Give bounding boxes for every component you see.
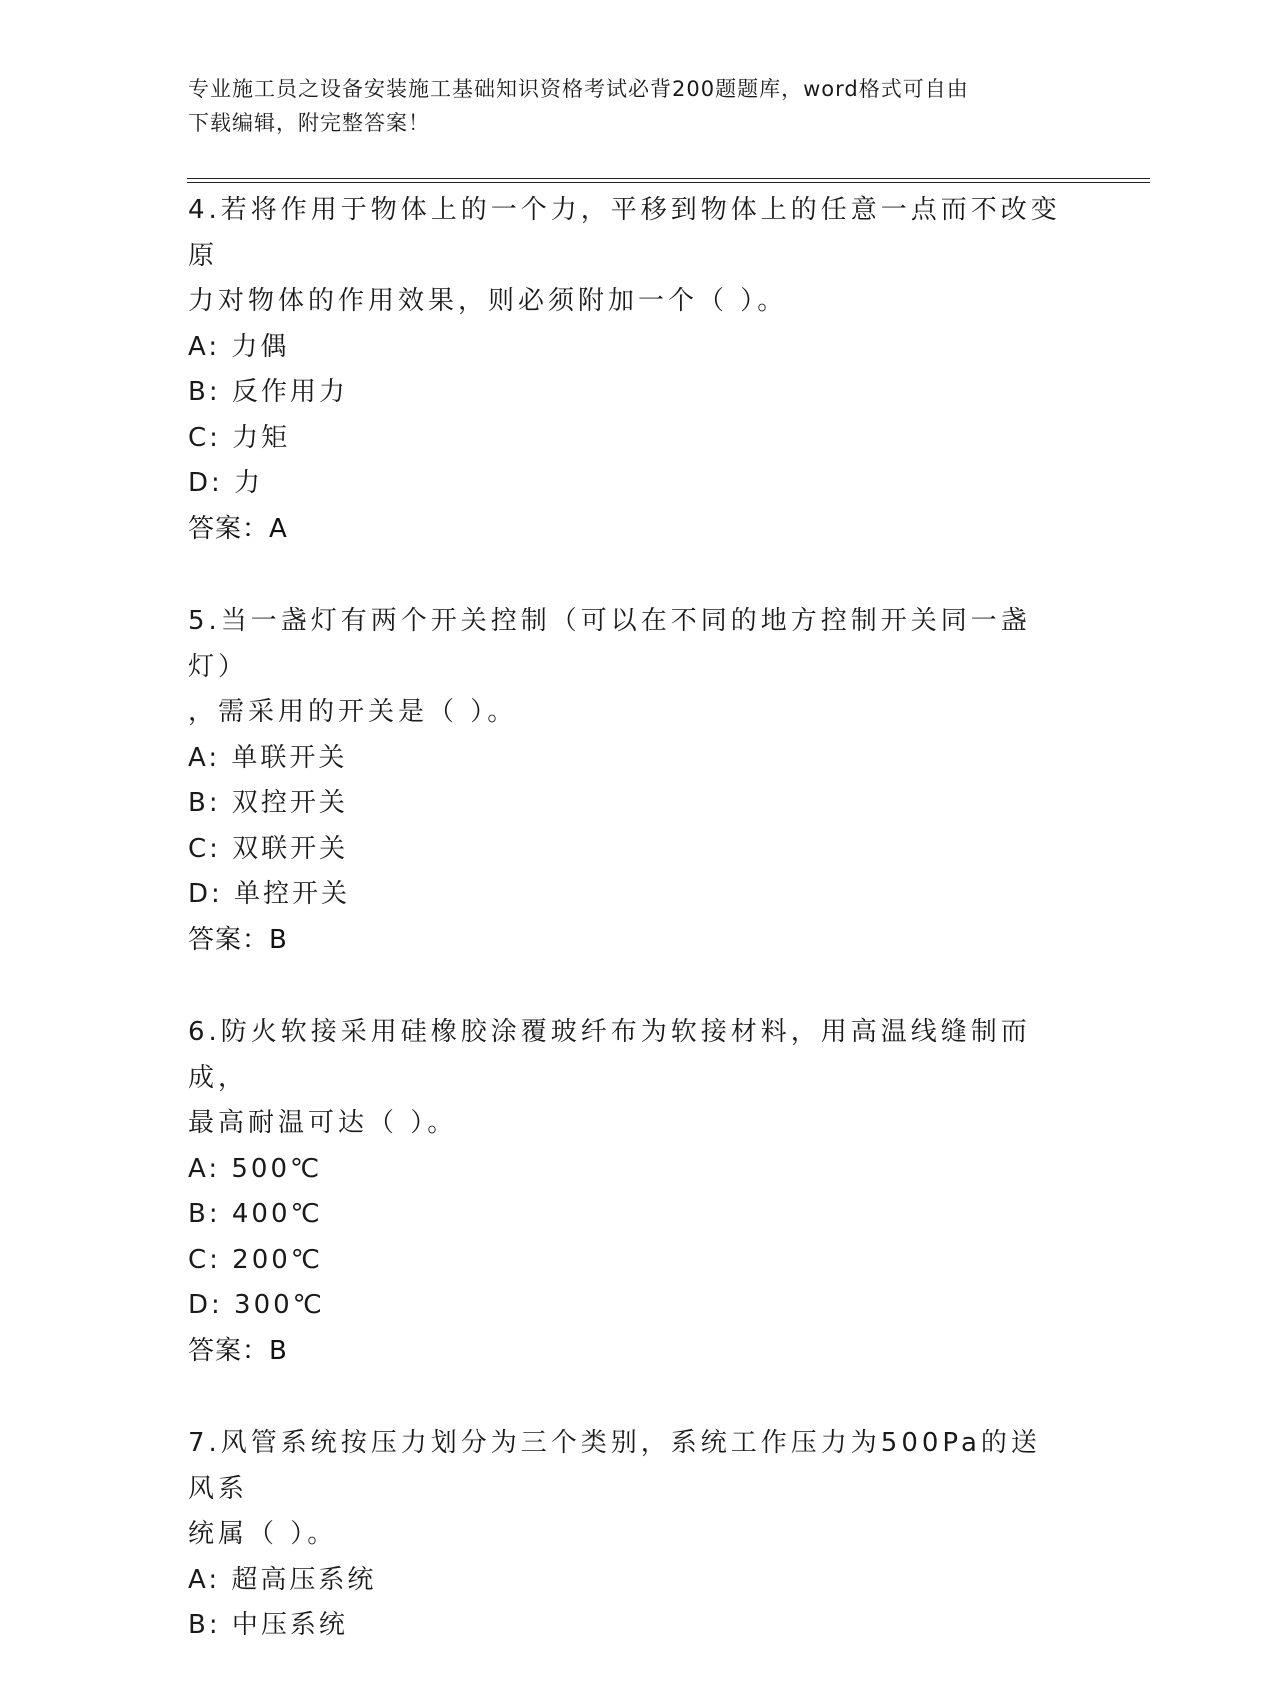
question-5 bbox=[188, 599, 1068, 963]
question-4-option-c: C: 力矩 bbox=[188, 422, 291, 453]
question-7-option-b: B: 中压系统 bbox=[188, 1610, 348, 1640]
question-list bbox=[188, 188, 1068, 1696]
question-4 bbox=[188, 188, 1068, 552]
question-7-text-line-2: 统属（ ）。 bbox=[188, 1519, 338, 1549]
question-5-option-a: A: 单联开关 bbox=[188, 742, 348, 773]
question-6-answer: 答案：B bbox=[188, 1335, 288, 1366]
question-4-option-b: B: 反作用力 bbox=[188, 377, 348, 407]
question-4-text-line-1: 4.若将作用于物体上的一个力，平移到物体上的任意一点而不改变原 bbox=[188, 195, 1061, 271]
question-7-option-a: A: 超高压系统 bbox=[188, 1564, 377, 1595]
question-5-answer: 答案：B bbox=[188, 924, 288, 955]
question-5-option-c: C: 双联开关 bbox=[188, 833, 349, 864]
question-4-option-a: A: 力偶 bbox=[188, 331, 290, 362]
header-line-2: 下载编辑，附完整答案！ bbox=[188, 111, 430, 135]
question-5-option-b: B: 双控开关 bbox=[188, 788, 348, 818]
question-6-option-b: B: 400℃ bbox=[188, 1199, 323, 1229]
question-6-option-d: D: 300℃ bbox=[188, 1290, 325, 1320]
header-divider-top bbox=[187, 178, 1150, 179]
question-5-text-line-1: 5.当一盏灯有两个开关控制（可以在不同的地方控制开关同一盏灯） bbox=[188, 606, 1031, 682]
question-6-option-a: A: 500℃ bbox=[188, 1153, 323, 1184]
question-4-option-d: D: 力 bbox=[188, 468, 264, 498]
question-4-answer: 答案：A bbox=[188, 513, 288, 544]
question-6-text-line-1: 6.防火软接采用硅橡胶涂覆玻纤布为软接材料，用高温线缝制而成， bbox=[188, 1017, 1031, 1093]
question-6-text-line-2: 最高耐温可达（ ）。 bbox=[188, 1108, 458, 1138]
question-6-option-c: C: 200℃ bbox=[188, 1244, 324, 1275]
question-5-text-line-2: ，需采用的开关是（ ）。 bbox=[188, 697, 518, 727]
header-line-1: 专业施工员之设备安装施工基础知识资格考试必背200题题库，word格式可自由 bbox=[188, 77, 969, 101]
question-4-text-line-2: 力对物体的作用效果，则必须附加一个（ ）。 bbox=[188, 286, 788, 316]
document-header bbox=[188, 72, 1068, 140]
question-7-text-line-1: 7.风管系统按压力划分为三个类别，系统工作压力为500Pa的送风系 bbox=[188, 1428, 1041, 1504]
header-divider-bottom bbox=[187, 182, 1150, 183]
question-6 bbox=[188, 1010, 1068, 1374]
question-5-option-d: D: 单控开关 bbox=[188, 879, 351, 909]
question-7 bbox=[188, 1421, 1068, 1649]
